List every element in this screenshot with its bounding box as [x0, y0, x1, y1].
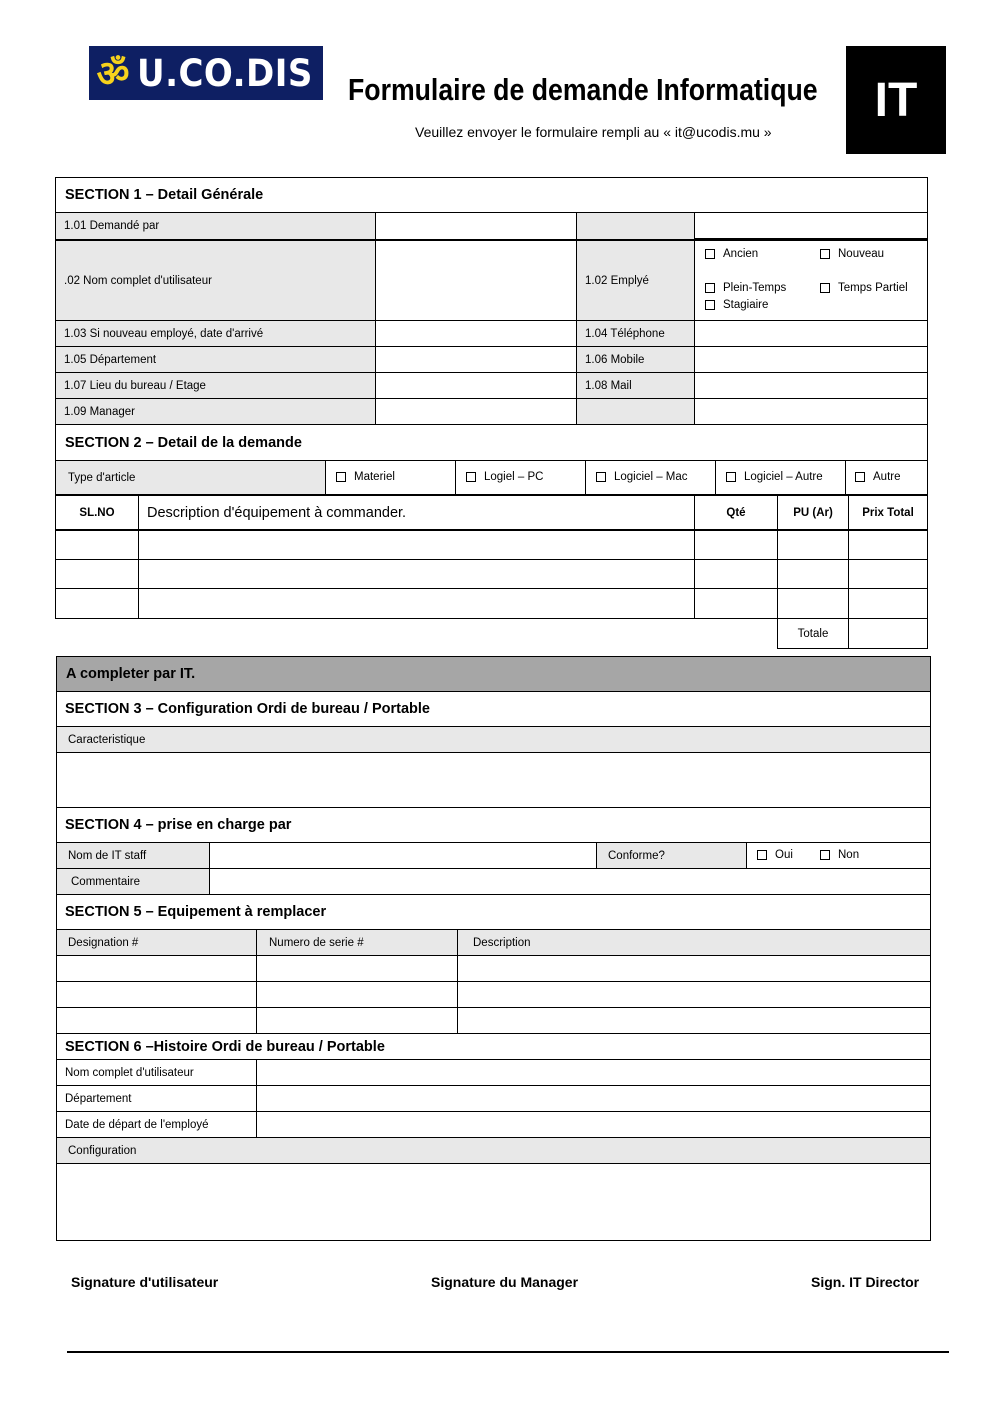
col-designation: Designation #	[68, 936, 139, 949]
label-nom-staff: Nom de IT staff	[57, 843, 209, 868]
totale-label: Totale	[797, 627, 829, 640]
table-row[interactable]	[57, 982, 930, 1007]
option-label: Materiel	[354, 471, 395, 483]
field-date-depart[interactable]	[257, 1112, 930, 1137]
checkbox-icon[interactable]	[466, 472, 476, 482]
type-logiciel-mac[interactable]	[596, 471, 688, 483]
label-telephone: 1.04 Téléphone	[577, 321, 694, 346]
blank-label-cell	[577, 399, 694, 424]
table-row[interactable]	[56, 589, 927, 618]
signature-manager: Signature du Manager	[431, 1274, 579, 1290]
option-label: Stagiaire	[723, 299, 769, 311]
type-materiel[interactable]	[336, 471, 395, 483]
checkbox-icon[interactable]	[757, 850, 767, 860]
label-manager: 1.09 Manager	[56, 399, 375, 424]
field-demande-par[interactable]	[376, 213, 576, 239]
field-mobile[interactable]	[695, 347, 927, 372]
footer-line	[67, 1351, 949, 1353]
field-nom-complet[interactable]	[376, 241, 576, 320]
label-nom-complet: .02 Nom complet d'utilisateur	[56, 241, 375, 320]
col-description: Description	[473, 936, 531, 949]
blank-label-cell	[577, 213, 694, 239]
field-telephone[interactable]	[695, 321, 927, 346]
checkbox-icon[interactable]	[820, 850, 830, 860]
option-label: Ancien	[723, 248, 759, 260]
checkbox-icon[interactable]	[705, 300, 715, 310]
field-caracteristique[interactable]	[57, 753, 930, 807]
table-row[interactable]	[56, 531, 927, 559]
svg-text:ॐ: ॐ	[96, 54, 130, 93]
label-employe: 1.02 Emplyé	[577, 241, 694, 320]
option-ancien[interactable]	[705, 248, 758, 260]
option-label: Non	[838, 849, 860, 861]
label-departement-s6: Département	[65, 1092, 132, 1105]
label-date-depart: Date de départ de l'employé	[65, 1118, 209, 1131]
signature-utilisateur: Signature d'utilisateur	[71, 1274, 219, 1290]
field-mail[interactable]	[695, 373, 927, 398]
label-commentaire: Commentaire	[57, 869, 209, 894]
company-logo	[89, 46, 323, 100]
option-plein-temps[interactable]	[705, 282, 786, 294]
section2-title: SECTION 2 – Detail de la demande	[65, 434, 302, 451]
section4-title: SECTION 4 – prise en charge par	[65, 817, 292, 833]
label-configuration: Configuration	[57, 1138, 930, 1163]
option-label: Autre	[873, 471, 901, 483]
field-date-arrive[interactable]	[376, 321, 576, 346]
option-stagiaire[interactable]	[705, 299, 768, 311]
signature-it-director: Sign. IT Director	[811, 1274, 920, 1290]
checkbox-icon[interactable]	[820, 249, 830, 259]
option-non[interactable]	[820, 849, 859, 861]
checkbox-icon[interactable]	[726, 472, 736, 482]
label-conforme: Conforme?	[597, 843, 746, 868]
blank-field-cell[interactable]	[695, 399, 927, 424]
col-slno: SL.NO	[79, 506, 115, 519]
checkbox-icon[interactable]	[596, 472, 606, 482]
section6-title: SECTION 6 –Histoire Ordi de bureau / Portable	[65, 1038, 385, 1055]
page-title: Formulaire de demande Informatique	[348, 72, 818, 107]
table-row[interactable]	[57, 956, 930, 981]
option-label: Logiciel – Mac	[614, 471, 688, 483]
field-commentaire[interactable]	[210, 869, 930, 894]
checkbox-icon[interactable]	[820, 283, 830, 293]
checkbox-icon[interactable]	[855, 472, 865, 482]
table-row[interactable]	[56, 560, 927, 588]
om-symbol-icon	[93, 51, 133, 95]
totale-field[interactable]	[849, 619, 927, 648]
label-type-article: Type d'article	[56, 461, 325, 494]
option-nouveau[interactable]	[820, 248, 884, 260]
option-label: Oui	[775, 849, 793, 861]
col-numero-serie: Numero de serie #	[269, 936, 364, 949]
label-mail: 1.08 Mail	[577, 373, 694, 398]
option-label: Temps Partiel	[838, 282, 908, 294]
checkbox-icon[interactable]	[705, 249, 715, 259]
type-logiciel-pc[interactable]	[466, 471, 543, 483]
checkbox-icon[interactable]	[336, 472, 346, 482]
type-logiciel-autre[interactable]	[726, 471, 823, 483]
table-row[interactable]	[57, 1008, 930, 1033]
option-label: Logiciel – Autre	[744, 471, 823, 483]
section3-title: SECTION 3 – Configuration Ordi de bureau / Portable	[65, 701, 430, 717]
option-label: Logiel – PC	[484, 471, 544, 483]
col-prix-total: Prix Total	[862, 506, 914, 519]
label-caracteristique: Caracteristique	[57, 727, 930, 752]
logo-text: U.CO.DIS	[137, 51, 313, 95]
page-subtitle: Veuillez envoyer le formulaire rempli au « it@ucodis.mu »	[415, 124, 772, 140]
option-oui[interactable]	[757, 849, 793, 861]
field-nom-staff[interactable]	[210, 843, 596, 868]
label-nom-complet-s6: Nom complet d'utilisateur	[65, 1066, 194, 1079]
section5-title: SECTION 5 – Equipement à remplacer	[65, 904, 327, 920]
col-qte: Qté	[726, 506, 746, 519]
section1-title: SECTION 1 – Detail Générale	[65, 187, 264, 203]
col-description: Description d'équipement à commander.	[147, 504, 407, 521]
field-configuration[interactable]	[57, 1164, 930, 1240]
label-mobile: 1.06 Mobile	[577, 347, 694, 372]
it-block-title: A completer par IT.	[57, 657, 930, 691]
field-departement-s6[interactable]	[257, 1086, 930, 1111]
label-date-arrive: 1.03 Si nouveau employé, date d'arrivé	[56, 321, 375, 346]
option-temps-partiel[interactable]	[820, 282, 908, 294]
label-demande-par: 1.01 Demandé par	[56, 213, 375, 239]
type-autre[interactable]	[855, 471, 901, 483]
field-nom-complet-s6[interactable]	[257, 1060, 930, 1085]
blank-field-cell[interactable]	[695, 213, 927, 239]
field-manager[interactable]	[376, 399, 576, 424]
it-badge: IT	[846, 46, 946, 154]
option-label: Nouveau	[838, 248, 885, 260]
field-departement[interactable]	[376, 347, 576, 372]
label-lieu: 1.07 Lieu du bureau / Etage	[56, 373, 375, 398]
option-label: Plein-Temps	[723, 282, 787, 294]
checkbox-icon[interactable]	[705, 283, 715, 293]
field-lieu[interactable]	[376, 373, 576, 398]
col-pu: PU (Ar)	[793, 506, 833, 519]
label-departement: 1.05 Département	[56, 347, 375, 372]
